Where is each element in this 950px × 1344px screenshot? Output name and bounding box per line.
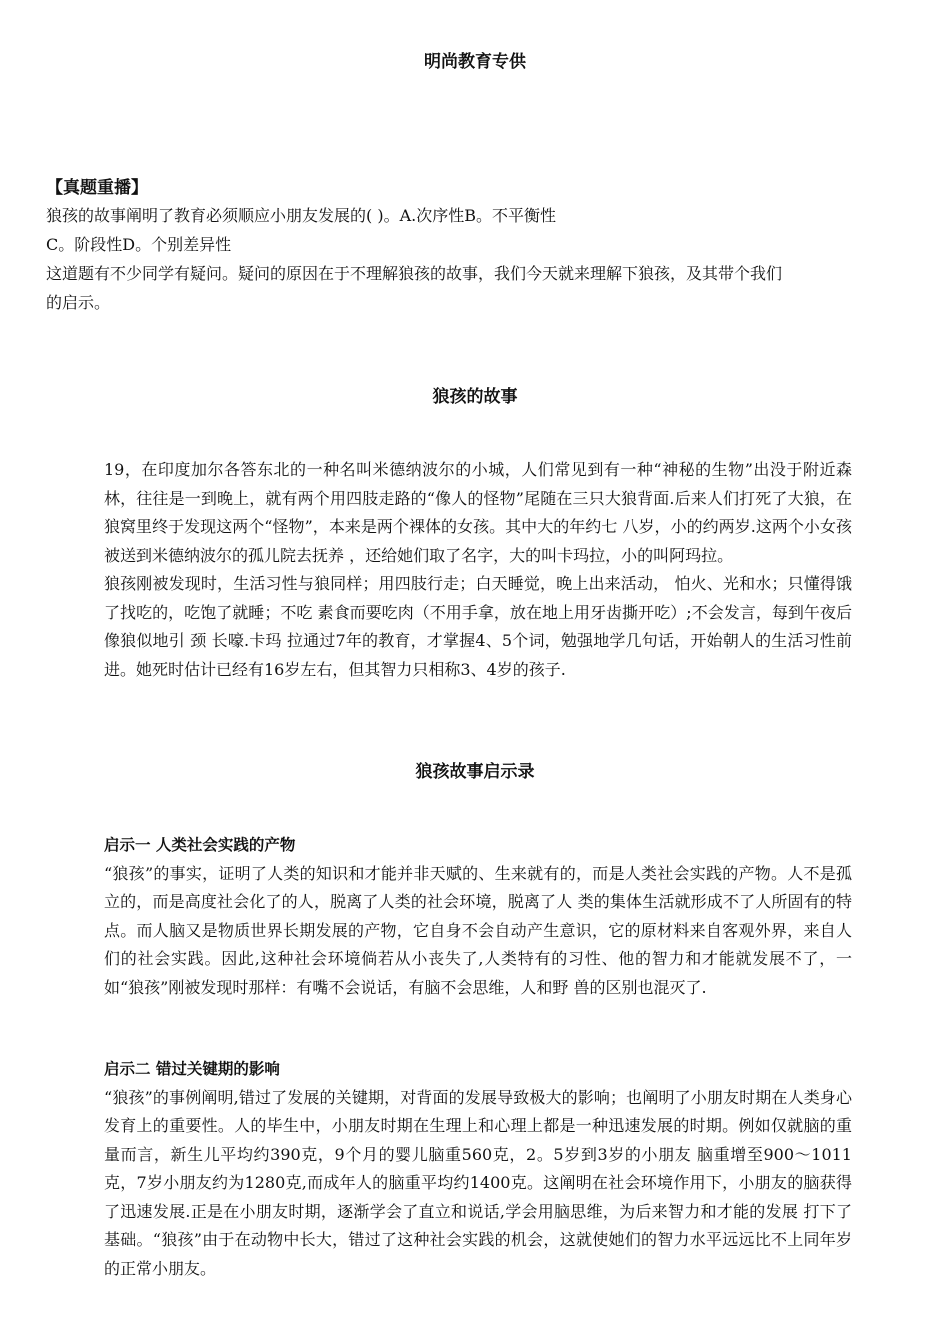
insight-two-section [104,1055,852,1283]
intro-heading: 【真题重播】 [46,178,148,198]
intro-section [46,175,906,317]
story-section [104,456,852,684]
insight-two-title: 启示二 错过关键期的影响 [104,1060,280,1078]
insights-title: 狼孩故事启示录 [415,762,535,782]
insight-one-body: “狼孩”的事实，证明了人类的知识和才能并非天赋的、生来就有的，而是人类社会实践的产物。人不是孤立的，而是高度社会化了的人，脱离了人类的社会环境，脱离了人 类的集体生活就形成不了人所固有的特点。而人脑又是物质世界长期发展的产物，它自身不会自动产生意识，它的原材料来自客观外界，来自人们的社会实践。因此,这种社会环境倘若从小丧失了,人类特有的习性、他的智力和才能就发展不了，一如“狼孩”刚被发现时那样：有嘴不会说话，有脑不会思维，人和野 兽的区别也混灭了. [104,863,852,997]
insight-one-section [104,831,852,1002]
page-header-title: 明尚教育专供 [424,52,526,72]
explain-line-2: 的启示。 [46,293,111,312]
insight-one-title: 启示一 人类社会实践的产物 [104,836,296,854]
question-line-1: 狼孩的故事阐明了教育必须顺应小朋友发展的( )。A.次序性B。不平衡性 [46,206,556,225]
story-title: 狼孩的故事 [432,387,518,407]
insight-two-body: “狼孩”的事例阐明,错过了发展的关键期，对背面的发展导致极大的影响；也阐明了小朋友时期在人类身心发育上的重要性。人的毕生中，小朋友时期在生理上和心理上都是一种迅速发展的时期。例如仅就脑的重量而言，新生儿平均约390克，9个月的婴儿脑重560克，2。5岁到3岁的小朋友 脑重增至900～1011克，7岁小朋友约为1280克,而成年人的脑重平均约1400克。这阐明在社会环境作用下，小朋友的脑获得了迅速发展.正是在小朋友时期，逐渐学会了直立和说话,学会用脑思维，为后来智力和才能的发展 打下了基础。“狼孩”由于在动物中长大，错过了这种社会实践的机会，这就使她们的智力水平远远比不上同年岁的正常小朋友。 [104,1087,852,1278]
story-paragraph-1: 19，在印度加尔各答东北的一种名叫米德纳波尔的小城，人们常见到有一种“神秘的生物”出没于附近森林，往往是一到晚上，就有两个用四肢走路的“像人的怪物”尾随在三只大狼背面.后来人们打死了大狼，在狼窝里终于发现这两个“怪物”，本来是两个裸体的女孩。其中大的年约七 八岁，小的约两岁.这两个小女孩被送到米德纳波尔的孤儿院去抚养 ，还给她们取了名字，大的叫卡玛拉，小的叫阿玛拉。 [104,460,852,565]
story-paragraph-2: 狼孩刚被发现时，生活习性与狼同样；用四肢行走；白天睡觉，晚上出来活动， 怕火、光和水；只懂得饿了找吃的，吃饱了就睡；不吃 素食而要吃肉（不用手拿，放在地上用牙齿撕开吃）;不会发言，每到午夜后像狼似地引 颈 长嚎.卡玛 拉通过7年的教育，才掌握4、5个词，勉强地学几句话，开始朝人的生活习性前进。她死时估计已经有16岁左右，但其智力只相称3、4岁的孩子. [104,574,852,679]
question-line-2: C。阶段性D。个别差异性 [46,235,232,254]
explain-line-1: 这道题有不少同学有疑问。疑问的原因在于不理解狼孩的故事，我们今天就来理解下狼孩，及其带个我们 [46,264,783,283]
